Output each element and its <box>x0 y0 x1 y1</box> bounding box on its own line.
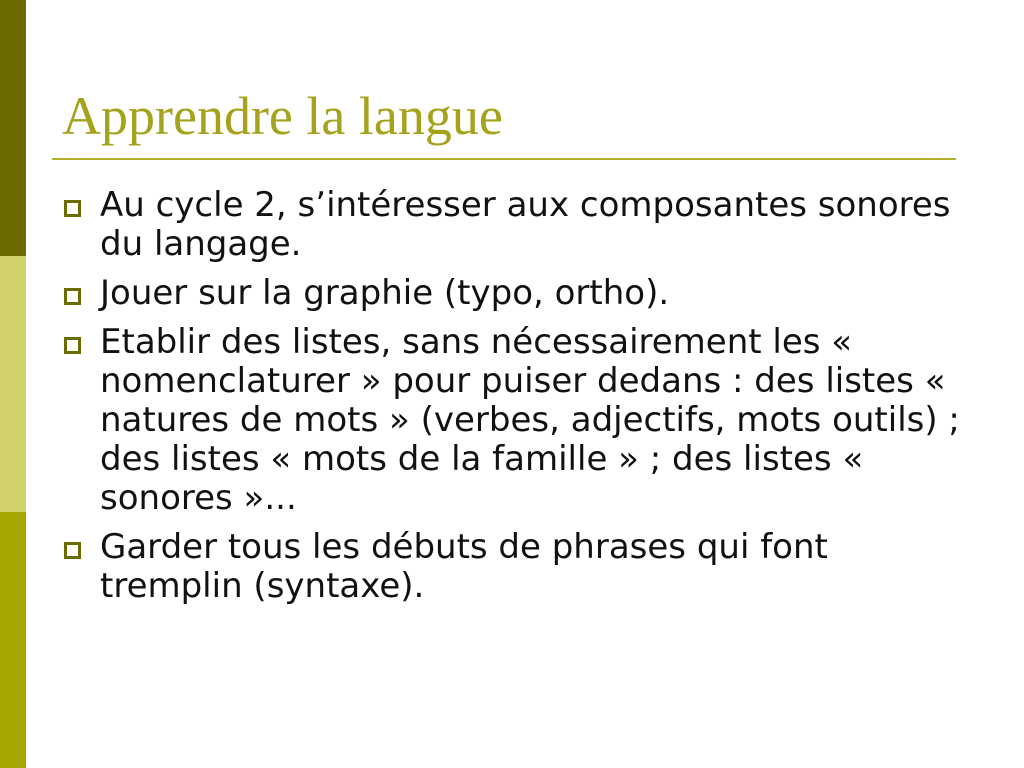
sidebar-band-dark <box>0 0 26 256</box>
bullet-item <box>62 186 972 264</box>
bullet-text: Etablir des listes, sans nécessairement les « nomenclaturer » pour puiser dedans : des listes « natures de mots » (verbes, adjectifs, mots outils) ; des listes « mots de la famille » ; des listes « sonores »... <box>100 322 960 518</box>
bullet-item <box>62 528 972 606</box>
hollow-square-bullet-icon <box>64 542 81 559</box>
bullet-text: Jouer sur la graphie (typo, ortho). <box>100 273 670 313</box>
bullet-item <box>62 323 972 518</box>
hollow-square-bullet-icon <box>64 288 81 305</box>
bullet-list <box>62 186 972 616</box>
title-underline <box>52 158 956 160</box>
sidebar-band-light <box>0 256 26 512</box>
bullet-item <box>62 274 972 313</box>
bullet-text: Au cycle 2, s’intéresser aux composantes sonores du langage. <box>100 185 951 264</box>
hollow-square-bullet-icon <box>64 200 81 217</box>
slide-title: Apprendre la langue <box>62 86 503 146</box>
sidebar-band-medium <box>0 512 26 768</box>
bullet-text: Garder tous les débuts de phrases qui font tremplin (syntaxe). <box>100 527 828 606</box>
hollow-square-bullet-icon <box>64 337 81 354</box>
